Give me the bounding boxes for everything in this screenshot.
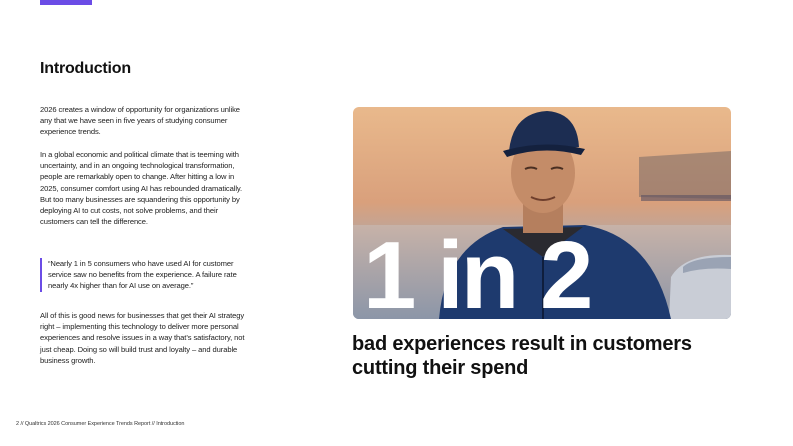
page-footer: 2 // Qualtrics 2026 Consumer Experience Trends Report // Introduction	[16, 421, 185, 427]
stat-number: 1 in 2	[363, 222, 591, 329]
page-title: Introduction	[40, 60, 131, 77]
pull-quote: “Nearly 1 in 5 consumers who have used AI for customer service saw no benefits from the experience. A failure rate nearly 4x higher than for AI use on average.”	[40, 258, 256, 292]
accent-bar	[40, 0, 92, 5]
intro-paragraph-1: 2026 creates a window of opportunity for organizations unlike any that we have seen in five years of studying consumer experience trends.	[40, 105, 240, 137]
intro-paragraph-3: All of this is good news for businesses that get their AI strategy right – implementing this technology to deliver more personal experiences and resolve issues in a way that’s satisfactory, not just cheap. Doing so will build trust and loyalty – and durable business growth.	[40, 311, 245, 365]
stat-caption: bad experiences result in customers cutting their spend	[352, 333, 692, 379]
intro-paragraph-2: In a global economic and political climate that is teeming with uncertainty, and in an ongoing technological transformation, people are remarkably open to change. After hitting a low in 2025, consumer comfort using AI has rebounded dramatically. But too many businesses are squandering this opportunity by deploying AI to cut costs, not solve problems, and their customers can tell the difference.	[40, 150, 243, 227]
